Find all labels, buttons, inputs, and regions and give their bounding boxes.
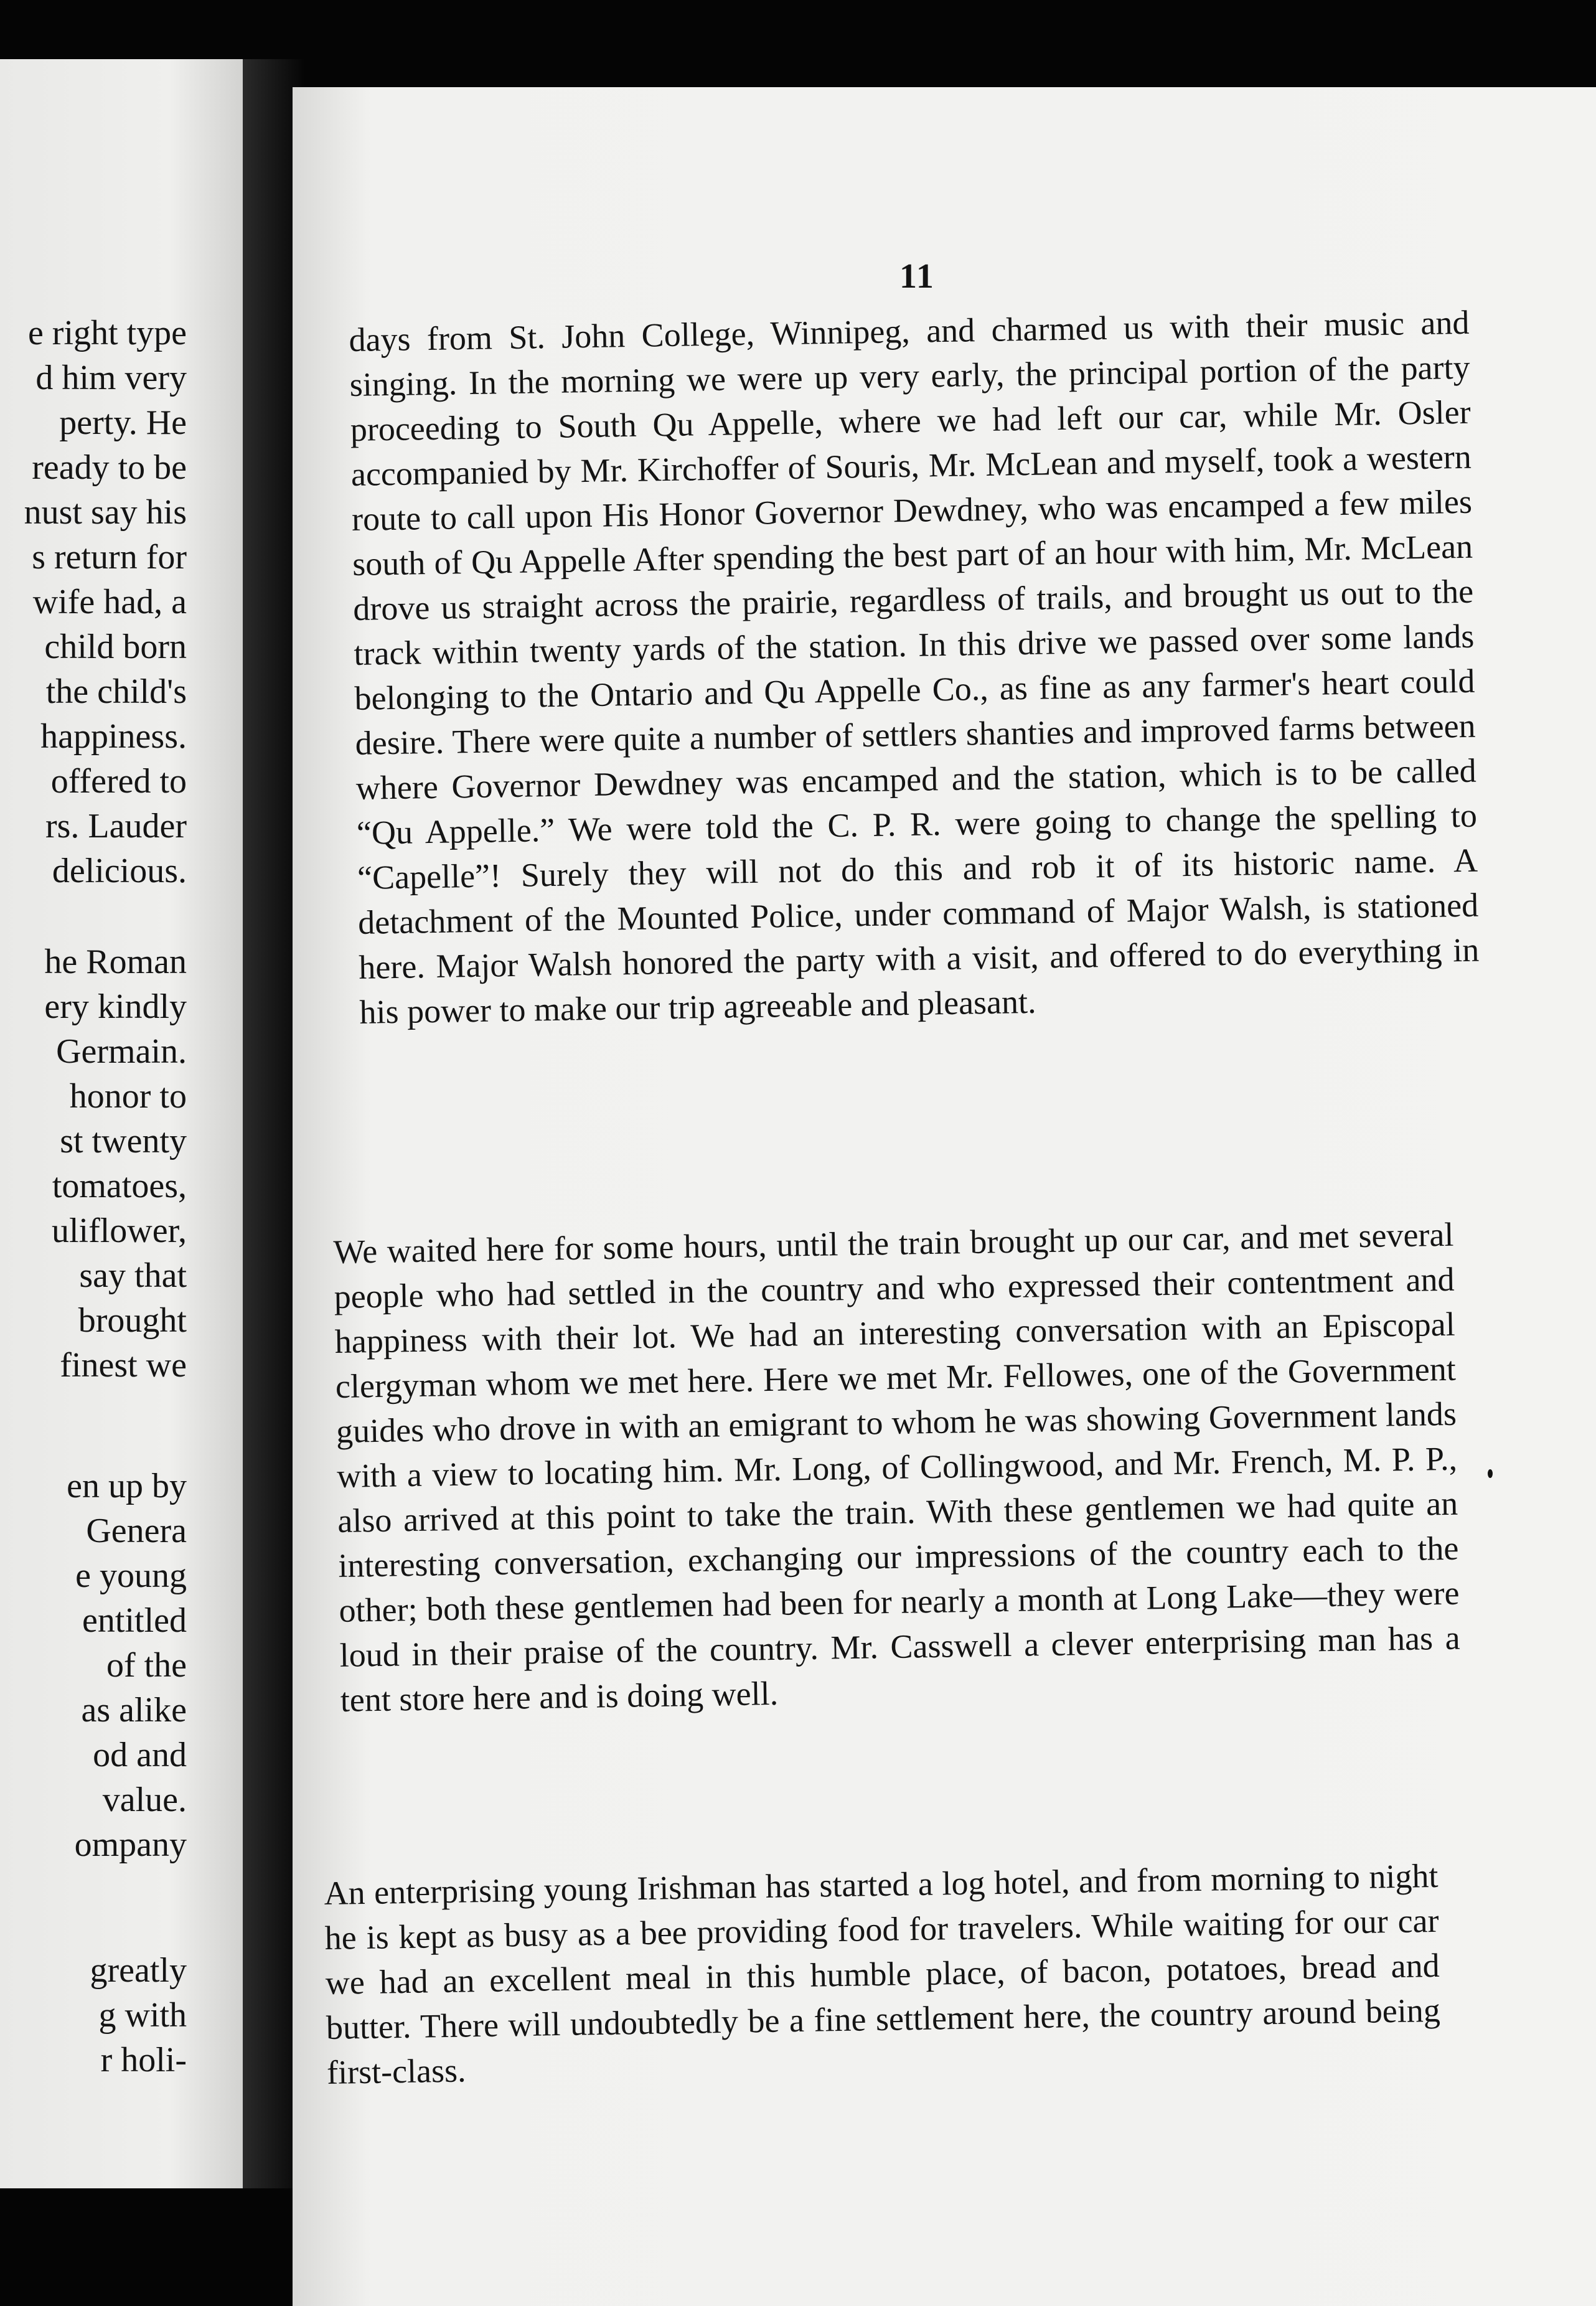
left-page-line: d him very: [35, 359, 187, 397]
left-page-line: tomatoes,: [52, 1167, 187, 1205]
left-page-line: g with: [98, 1996, 187, 2035]
left-page-line: nust say his: [24, 493, 187, 532]
left-page-line: en up by: [67, 1467, 187, 1505]
left-page-line: he Roman: [44, 943, 187, 981]
left-page-line: happiness.: [40, 717, 187, 756]
left-page-line: child born: [44, 628, 187, 666]
left-page-line: greatly: [90, 1951, 187, 1990]
left-page-line: uliflower,: [51, 1212, 187, 1250]
left-page-line: value.: [102, 1781, 187, 1819]
left-page-line: entitled: [82, 1601, 187, 1640]
left-page-line: perty. He: [59, 403, 187, 442]
left-page-line: r holi-: [100, 2041, 187, 2079]
left-page-line: Genera: [86, 1512, 187, 1550]
left-page-line: delicious.: [52, 852, 187, 890]
left-page-line: finest we: [60, 1346, 187, 1385]
left-page-line: s return for: [32, 538, 187, 576]
paper-speck: [1488, 1469, 1493, 1478]
paragraph: We waited here for some hours, until the train brought up our car, and met several people who had settled in the country and who expressed their contentment and happiness with their lot. We had an interesting conversation with an Episcopal clergyman whom we met here. Here we met Mr. Fellowes, one of the Government guides who drove in with an emigrant to whom he was showing Government lands with a view to locating him. Mr. Long, of Collingwood, and Mr. French, M. P. P., also arrived at this point to take the train. With these gentlemen we had quite an interesting conversation, exchanging our impressions of the country each to the other; both these gentlemen had been for nearly a month at Long Lake—they were loud in their praise of the country. Mr. Casswell a clever enterprising man has a tent store here and is doing well.: [333, 1215, 1460, 1719]
left-page-line: ery kindly: [44, 987, 187, 1026]
left-page-line: rs. Lauder: [45, 807, 187, 845]
left-page-line: the child's: [45, 672, 187, 711]
left-page-line: Germain.: [56, 1032, 187, 1071]
paragraph: days from St. John College, Winnipeg, and charmed us with their music and singing. In the morning we were up very early, the principal portion of the party proceeding to South Qu Appelle, where we had left our car, while Mr. Osler accompanied by Mr. Kirchoffer of Souris, Mr. McLean and myself, took a western route to call upon His Honor Governor Dewdney, who was encamped a few miles south of Qu Appelle After spending the best part of an hour with him, Mr. McLean drove us straight across the prairie, regardless of trails, and brought us out to the track within twenty yards of the station. In this drive we passed over some lands belonging to the Ontario and Qu Appelle Co., as fine as any farmer's heart could desire. There were quite a number of settlers shanties and improved farms between where Governor Dewdney was encamped and the station, which is to be called “Qu Appelle.” We were told the C. P. R. were going to change the spelling to “Capelle”! Surely they will not do this and rob it of its historic name. A detachment of the Mounted Police, under command of Major Walsh, is stationed here. Major Walsh honored the party with a visit, and offered to do everything in his power to make our trip agreeable and pleasant.: [349, 303, 1480, 1031]
left-page-line: wife had, a: [32, 583, 187, 621]
page-number: 11: [899, 257, 935, 296]
left-page-line: say that: [79, 1256, 187, 1295]
left-page-line: od and: [93, 1736, 187, 1774]
left-page-line: e right type: [27, 314, 187, 352]
left-page-line: as alike: [81, 1691, 187, 1730]
left-page-line: offered to: [50, 762, 187, 801]
left-page-line: st twenty: [60, 1122, 187, 1160]
left-page-line: e young: [75, 1556, 187, 1595]
left-page-line: honor to: [69, 1077, 187, 1116]
left-page-line: of the: [106, 1646, 187, 1685]
left-page-line: brought: [78, 1301, 187, 1340]
paragraph: An enterprising young Irishman has started a log hotel, and from morning to night he is kept as busy as a bee providing food for travelers. While waiting for our car we had an excellent meal in this humble place, of bacon, potatoes, bread and butter. There will undoubtedly be a fine settlement here, the country around being first-class.: [324, 1857, 1441, 2091]
left-facing-page: [0, 59, 243, 2188]
left-page-line: ompany: [74, 1825, 187, 1864]
left-page-line: ready to be: [32, 448, 187, 487]
